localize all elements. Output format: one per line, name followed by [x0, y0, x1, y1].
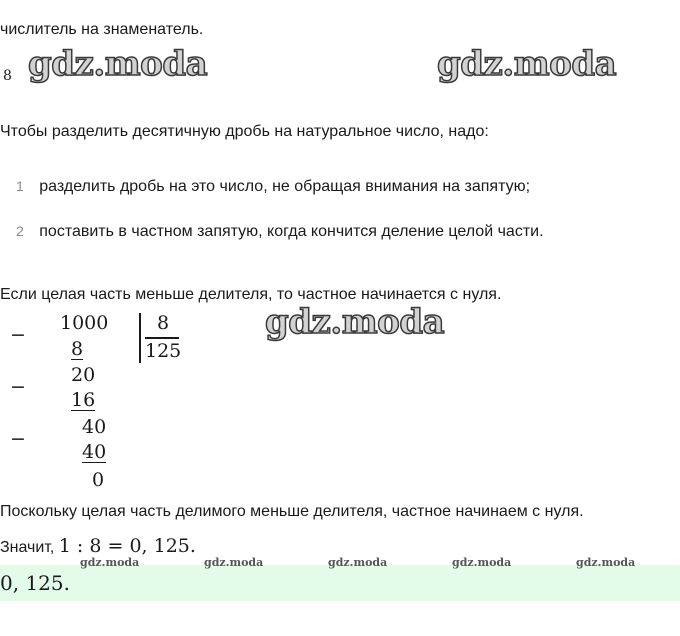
watermark-small: gdz.moda	[328, 556, 388, 569]
subtrahend: 16	[71, 389, 96, 411]
list-item	[16, 221, 544, 242]
minus-sign: −	[10, 376, 26, 398]
division-bar	[139, 313, 141, 363]
dividend: 1000	[60, 312, 109, 334]
conclusion-text: Поскольку целая часть делимого меньше делителя, частное начинаем с нуля.	[0, 503, 584, 520]
final-remainder: 0	[92, 469, 105, 491]
subtrahend: 8	[71, 338, 84, 360]
intro-tail-text: числитель на знаменатель.	[0, 21, 204, 38]
result-prefix: Значит,	[0, 539, 55, 556]
remainder: 20	[71, 364, 96, 386]
answer-box	[0, 565, 680, 601]
list-item	[16, 176, 530, 197]
minus-sign: −	[10, 428, 26, 450]
list-item-number: 1	[16, 178, 24, 194]
result-line	[0, 535, 196, 558]
rule-intro: Чтобы разделить десятичную дробь на натуральное число, надо:	[0, 123, 489, 140]
list-item-text: поставить в частном запятую, когда кончится деление целой части.	[39, 223, 544, 240]
divisor: 8	[157, 312, 170, 334]
zero-quotient-note: Если целая часть меньше делителя, то частное начинается с нуля.	[0, 286, 502, 303]
stray-glyph: 8	[3, 68, 12, 84]
quotient: 125	[145, 340, 182, 362]
watermark-small: gdz.moda	[80, 556, 140, 569]
watermark-small: gdz.moda	[204, 556, 264, 569]
divisor-underline	[145, 337, 179, 339]
watermark-logo: gdz.moda	[265, 302, 445, 342]
watermark-small: gdz.moda	[452, 556, 512, 569]
remainder: 40	[82, 416, 107, 438]
watermark-small: gdz.moda	[576, 556, 636, 569]
watermark-logo: gdz.moda	[28, 44, 208, 84]
list-item-text: разделить дробь на это число, не обращая внимания на запятую;	[39, 178, 531, 195]
subtrahend: 40	[82, 441, 107, 463]
watermark-logo: gdz.moda	[437, 44, 617, 84]
result-expression: 1 : 8 = 0, 125.	[58, 535, 196, 557]
list-item-number: 2	[16, 223, 24, 239]
minus-sign: −	[10, 324, 26, 346]
answer-value: 0, 125.	[0, 571, 70, 595]
